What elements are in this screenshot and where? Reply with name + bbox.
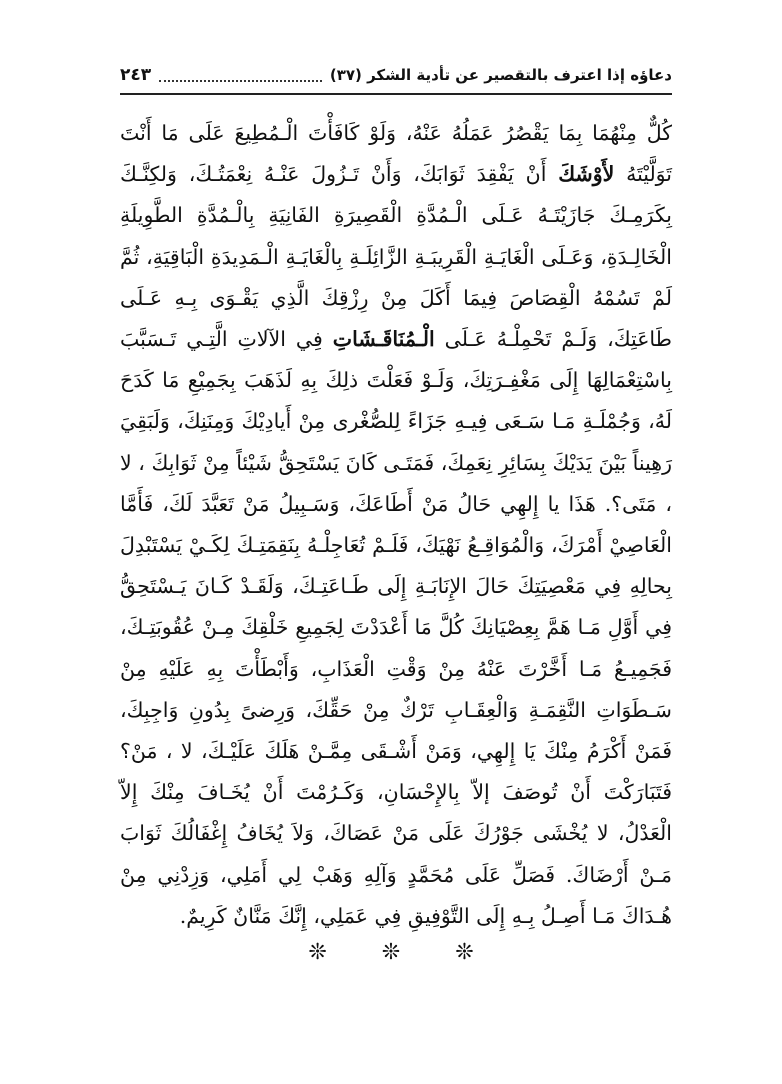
section-separator	[0, 940, 782, 965]
header-rule	[120, 93, 672, 95]
page-header	[120, 58, 672, 92]
emphasized-word-1: لأَوْشَكَ	[558, 162, 615, 187]
running-title: دعاؤه إذا اعترف بالتقصير عن تأدية الشكر (٣٧)	[329, 66, 672, 84]
emphasized-word-2: الْـمُنَاقَـشَاتِ	[332, 327, 435, 352]
page-number: ٢٤٣	[120, 65, 152, 85]
body-text-part-2: أَنْ يَفْقِدَ ثَوَابَكَ، وَأَنْ تَـزُولَ عَنْـهُ نِعْمَتُـكَ، وَلكِنَّـكَ بِكَرَمِـكَ جَازَيْتَـهُ عَـلَى الْـمُدَّةِ الْقَصِيرَةِ الفَانِيَةِ بِالْـمُدَّةِ الطَّوِيلَةِ الْخَالِـدَةِ، وَعَـلَى الْغَايَـةِ الْقَرِيبَـةِ الزَّائِلَـةِ بِالْغَايَـةِ الْـمَدِيدَةِ الْبَاقِيَةِ، ثُمَّ لَمْ تَسُمْهُ الْقِصَاصَ فِيمَا أَكَلَ مِنْ رِزْقِكَ الَّذِي يَقْـوَى بِـهِ عَـلَى طَاعَتِكَ، وَلَـمْ تَحْمِلْـهُ عَـلَى	[120, 162, 672, 352]
separator-star: ❊	[308, 940, 327, 965]
separator-star: ❊	[455, 940, 474, 965]
body-text	[120, 113, 672, 937]
separator-star: ❊	[381, 940, 401, 965]
body-text-part-1: كُلٌّ مِنْهُمَا بِمَا يَقْصُرُ عَمَلُهُ عَنْهُ، وَلَوْ كَافَأْتَ الْـمُطِيعَ عَلَى مَا أَنْتَ تَوَلَّيْتَهُ	[120, 121, 672, 187]
body-text-part-3: فِي الآلاتِ الَّتِـي تَـسَبَّبَ بِاسْتِعْمَالِهَا إِلَى مَغْفِـرَتِكَ، وَلَـوْ فَعَلْتَ ذلِكَ بِهِ لَذَهَبَ بِجَمِيْعِ مَا كَدَحَ لَهُ، وَجُمْلَـةِ مَـا سَـعَى فِيـهِ جَزَاءً لِلصُّغْرى مِنْ أَيادِيْكَ وَمِنَنِكَ، وَلَبَقِيَ رَهِيناً بَيْنَ يَدَيْكَ بِسَائِرِ نِعَمِكَ، فَمَتَـى كَانَ يَسْتَحِقُّ شَيْئاً مِنْ ثَوَابِكَ ، لا ، مَتَى؟. هَذَا يا إِلهِي حَالُ مَنْ أَطَاعَكَ، وَسَـبِيلُ مَنْ تَعَبَّدَ لَكَ، فَأَمَّا الْعَاصِيْ أَمْرَكَ، وَالْمُوَاقِـعُ نَهْيَكَ، فَلَـمْ تُعَاجِلْـهُ بِنَقِمَتِـكَ لِكَـيْ يَسْتَبْدِلَ بِحالِهِ فِي مَعْصِيَتِكَ حَالَ الإِنَابَـةِ إِلَى طَـاعَتِـكَ، وَلَقَـدْ كَـانَ يَـسْتَحِقُّ فِي أَوَّلِ مَـا هَمَّ بِعِصْيَانِكَ كُلَّ مَا أَعْدَدْتَ لِجَمِيعِ خَلْقِكَ مِـنْ عُقُوبَتِـكَ، فَجَمِيـعُ مَـا أَخَّرْتَ عَنْهُ مِنْ وَقْتِ الْعَذَابِ، وَأَبْطَأْتَ بِهِ عَلَيْهِ مِنْ سَـطَوَاتِ النَّقِمَـةِ وَالْعِقَـابِ تَرْكٌ مِنْ حَقِّكَ، وَرِضىً بِدُونِ وَاجِبِكَ، فَمَنْ أَكْرَمُ مِنْكَ يَا إِلهِي، وَمَنْ أَشْـقَى مِمَّـنْ هَلَكَ عَلَيْـكَ، لا ، مَنْ؟ فَتَبَارَكْتَ أَنْ تُوصَفَ إلاّ بِالإِحْسَانِ، وَكَـرُمْتَ أَنْ يُخَـافَ مِنْكَ إِلاّ الْعَدْلُ، لا يُخْشَى جَوْرُكَ عَلَى مَنْ عَصَاكَ، وَلاَ يُخَافُ إِغْفَالُكَ ثَوَابَ مَـنْ أَرْضَاكَ. فَصَلِّ عَلَى مُحَمَّدٍ وَآلِهِ وَهَبْ لِي أَمَلِي، وَزِدْنِي مِنْ هُـدَاكَ مَـا أَصِـلُ بِـهِ إِلَى التَّوْفِيقِ فِي عَمَلِي، إِنَّكَ مَنَّانٌ كَرِيمٌ.	[120, 327, 672, 928]
dotted-leader	[159, 80, 322, 82]
